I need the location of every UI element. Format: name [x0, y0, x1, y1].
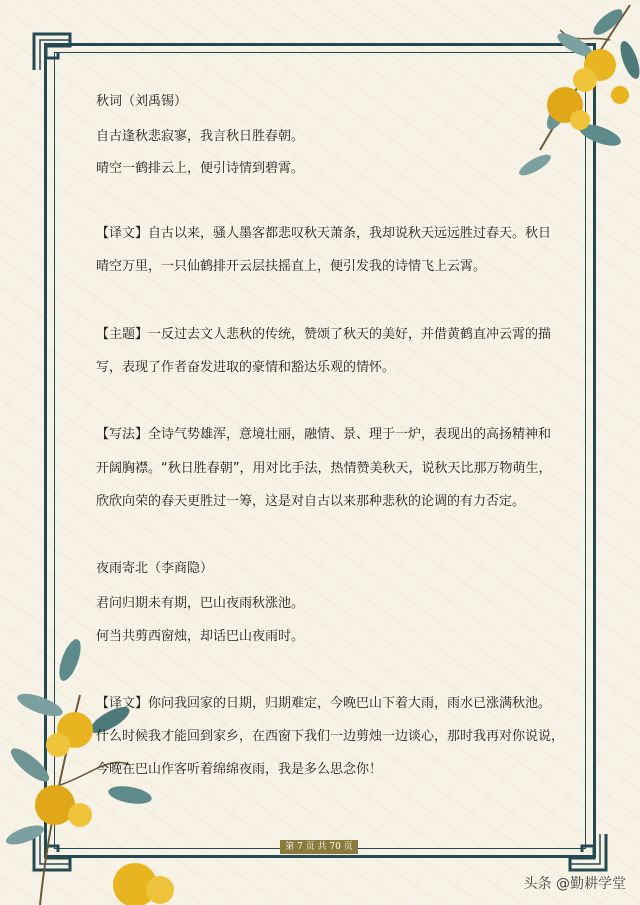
corner-fret-bottom-right — [566, 830, 610, 874]
translation-line: 【译文】自古以来，骚人墨客都悲叹秋天萧条，我却说秋天远远胜过春天。秋日 — [96, 226, 552, 241]
technique-line: 开阔胸襟。“秋日胜春朝”，用对比手法，热情赞美秋天，说秋天比那万物萌生， — [96, 461, 552, 476]
theme-line: 【主题】一反过去文人悲秋的传统，赞颂了秋天的美好，并借黄鹤直冲云霄的描 — [96, 327, 552, 342]
poem-line: 晴空一鹤排云上，便引诗情到碧霄。 — [96, 161, 305, 176]
poem-line: 何当共剪西窗烛，却话巴山夜雨时。 — [96, 629, 305, 644]
poem-title: 秋词（刘禹锡） — [96, 94, 188, 109]
corner-fret-top-left — [30, 30, 74, 74]
page-number-label: 第 7 页 共 70 页 — [280, 840, 358, 854]
poem-line: 君问归期未有期，巴山夜雨秋涨池。 — [96, 596, 305, 611]
translation-line: 什么时候我才能回到家乡，在西窗下我们一边剪烛一边谈心，那时我再对你说说， — [96, 729, 565, 744]
technique-line: 【写法】全诗气势雄浑，意境壮丽，融情、景、理于一炉，表现出的高扬精神和 — [96, 427, 552, 442]
watermark-text: 头条 @勤耕学堂 — [523, 876, 626, 892]
translation-line: 今晚在巴山作客听着绵绵夜雨，我是多么思念你！ — [96, 762, 383, 777]
translation-line: 晴空万里，一只仙鹤排开云层扶摇直上，便引发我的诗情飞上云霄。 — [96, 259, 487, 274]
translation-line: 【译文】你问我回家的日期，归期难定，今晚巴山下着大雨，雨水已涨满秋池。 — [96, 696, 552, 711]
osmanthus-decoration-top — [480, 0, 640, 200]
poem-line: 自古逢秋悲寂寥，我言秋日胜春朝。 — [96, 129, 305, 144]
poem-title: 夜雨寄北（李商隐） — [96, 561, 214, 576]
theme-line: 写，表现了作者奋发进取的豪情和豁达乐观的情怀。 — [96, 360, 396, 375]
technique-line: 欣欣向荣的春天更胜过一筹，这是对自古以来那种悲秋的论调的有力否定。 — [96, 494, 526, 509]
